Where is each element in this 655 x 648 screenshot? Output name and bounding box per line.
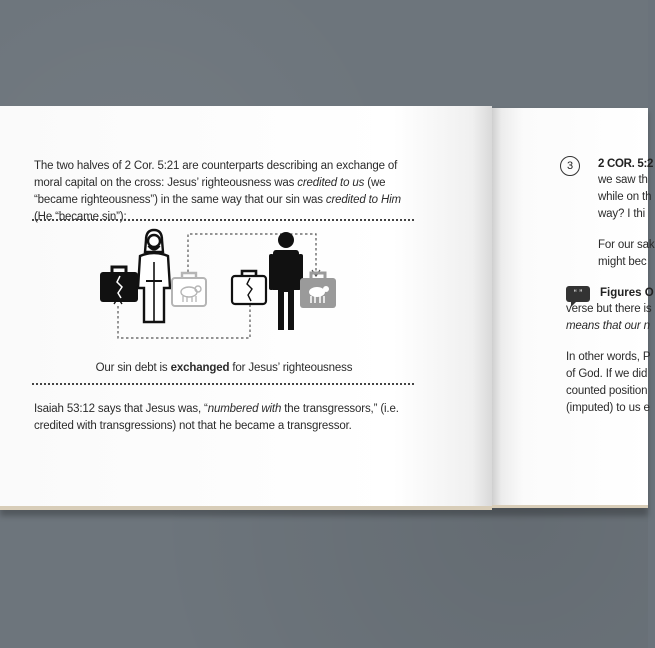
caption-bold: exchanged <box>170 362 230 374</box>
intro-text-2: (we “became righteousness”) in the same way that our sin was <box>34 177 386 206</box>
briefcase-lamb-left-icon <box>172 273 206 306</box>
right-page <box>492 108 655 508</box>
para-line: of God. If we did <box>566 368 648 380</box>
dotted-divider-bottom <box>32 383 414 385</box>
isaiah-paragraph <box>34 401 414 435</box>
dotted-divider-top <box>32 219 414 221</box>
bottom-arrow <box>118 302 250 338</box>
right-line: we saw th <box>598 174 648 186</box>
man-figure-icon <box>269 232 303 330</box>
isaiah-text-2: the transgressors,” (i.e. credited with transgressions) not that he became a transgressor. <box>34 403 399 432</box>
exchange-caption <box>34 360 414 377</box>
briefcase-crack-right-icon <box>232 271 266 304</box>
figures-line: verse but there is <box>566 303 652 315</box>
right-line: while on th <box>598 191 652 203</box>
isaiah-emphasis: numbered with <box>207 403 282 415</box>
para-line: counted position <box>566 385 648 397</box>
section-heading: 2 COR. 5:2 <box>598 158 654 170</box>
isaiah-text-1: Isaiah 53:12 says that Jesus was, “ <box>34 403 208 415</box>
quote-bubble-icon: “ ” <box>566 286 590 302</box>
intro-paragraph <box>34 158 414 226</box>
left-page <box>0 106 492 510</box>
right-line: For our sak <box>598 239 655 251</box>
briefcase-sin-icon <box>100 267 138 302</box>
intro-emphasis-1: credited to us <box>297 177 365 189</box>
right-line: might bec <box>598 256 647 268</box>
para-line: In other words, P <box>566 351 651 363</box>
figures-heading: Figures O <box>600 287 654 299</box>
right-line: way? I thi <box>598 208 646 220</box>
figures-line: means that our n <box>566 320 650 332</box>
intro-text-3: (He “became sin”): <box>34 211 127 223</box>
exchange-illustration <box>90 226 360 361</box>
section-number-badge: 3 <box>560 156 580 176</box>
caption-text-1: Our sin debt is <box>95 362 171 374</box>
briefcase-lamb-right-icon <box>300 273 336 308</box>
intro-text-1: The two halves of 2 Cor. 5:21 are counterparts describing an exchange of moral capital on the cross: Jesus’ righteousness was <box>34 160 398 189</box>
jesus-figure-icon <box>138 230 170 322</box>
caption-text-2: for Jesus’ righteousness <box>229 362 353 374</box>
intro-emphasis-2: credited to Him <box>325 194 401 206</box>
para-line: (imputed) to us e <box>566 402 650 414</box>
